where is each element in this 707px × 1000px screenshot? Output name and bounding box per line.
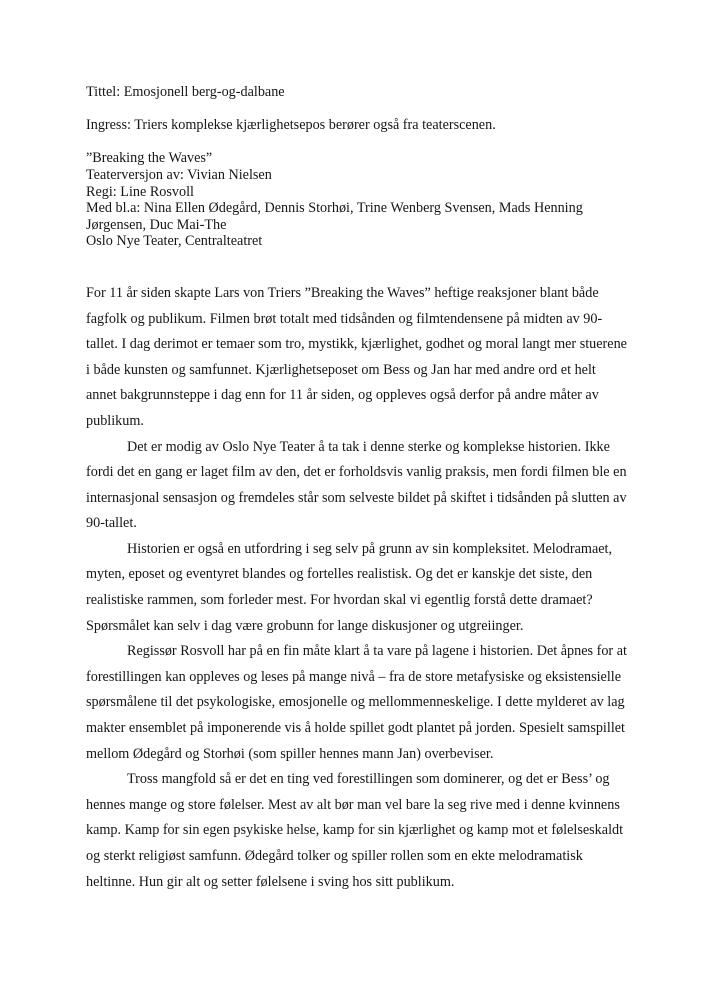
body-paragraph-2: Det er modig av Oslo Nye Teater å ta tak i denne sterke og komplekse historien. Ikke fordi det en gang er laget film av den, det er forholdsvis vanlig praksis, men fordi filmen ble en internasjonal sensasjon og fremdeles står som selveste bildet på skiftet i tidsånden på slutten av 90-tallet. [86,438,627,532]
credits-block [86,150,627,250]
body-paragraph-4: Regissør Rosvoll har på en fin måte klart å ta vare på lagene i historien. Det åpnes for at forestillingen kan oppleves og leses på mange nivå – fra de store metafysiske og eksistensielle spørsmålene til det psykologiske, emosjonelle og mellommenneskelige. I dette mylderet av lag makter ensemblet på imponerende vis å holde spillet godt plantet på jorden. Spesielt samspillet mellom Ødegård og Storhøi (som spiller hennes mann Jan) overbeviser. [86,643,627,762]
title-line: Tittel: Emosjonell berg-og-dalbane [86,84,285,100]
credit-line-adaptation: Teaterversjon av: Vivian Nielsen [86,166,272,183]
credit-line-cast: Med bl.a: Nina Ellen Ødegård, Dennis Storhøi, Trine Wenberg Svensen, Mads Henning Jørgensen, Duc Mai-The [86,200,583,233]
document-body [86,281,627,895]
document-header [86,84,627,250]
ingress-line: Ingress: Triers komplekse kjærlighetsepos berører også fra teaterscenen. [86,117,496,134]
body-paragraph-3: Historien er også en utfordring i seg selv på grunn av sin kompleksitet. Melodramaet, myten, eposet og eventyret blandes og fortelles realistisk. Og det er kanskje det siste, den realistiske rammen, som forleder mest. For hvordan skal vi egentlig forstå dette dramaet? Spørsmålet kan selv i dag være grobunn for lange diskusjoner og utgreiinger. [86,540,613,634]
body-paragraph-5: Tross mangfold så er det en ting ved forestillingen som dominerer, og det er Bess’ og hennes mange og store følelser. Mest av alt bør man vel bare la seg rive med i denne kvinnens kamp. Kamp for sin egen psykiske helse, kamp for sin kjærlighet og kamp mot et følelseskaldt og sterkt religiøst samfunn. Ødegård tolker og spiller rollen som en ekte melodramatisk heltinne. Hun gir alt og setter følelsene i sving hos sitt publikum. [86,771,624,890]
credit-line-director: Regi: Line Rosvoll [86,183,194,200]
credit-line-theater: Oslo Nye Teater, Centralteatret [86,233,263,250]
credit-line-play-title: ”Breaking the Waves” [86,150,213,167]
body-paragraph-1: For 11 år siden skapte Lars von Triers ”Breaking the Waves” heftige reaksjoner blant både fagfolk og publikum. Filmen brøt totalt med tidsånden og filmtendensene på midten av 90-tallet. I dag derimot er temaer som tro, mystikk, kjærlighet, godhet og moral langt mer stuerene i både kunsten og samfunnet. Kjærlighetseposet om Bess og Jan har med andre ord et helt annet bakgrunnsteppe i dag enn for 11 år siden, og oppleves også derfor på andre måter av publikum. [86,284,627,429]
